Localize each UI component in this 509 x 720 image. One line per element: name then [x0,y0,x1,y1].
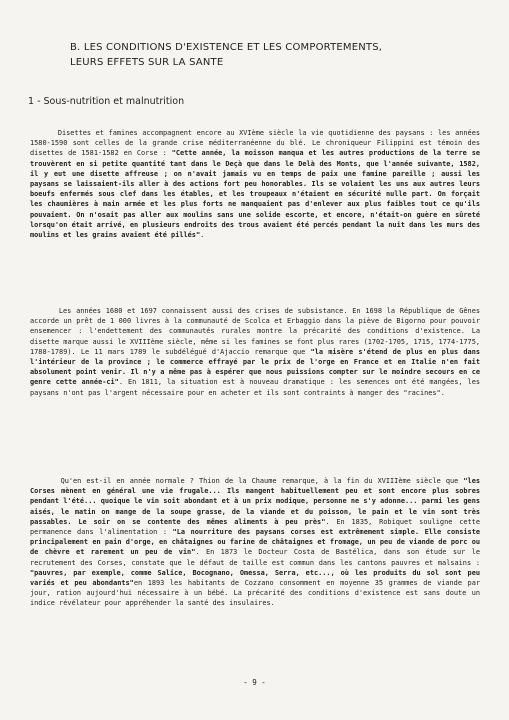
paragraph-text: . En 1811, la situation est à nouveau dramatique : les semences ont été mangées, les paysans n'ont pas l'argent nécessaire pour en acheter et ils sont contraints à manger des "racines". [30,378,480,397]
paragraph-text: . En 1835, Robiquet souligne cette permanence dans l'alimentation : [30,517,480,537]
page-number: - 9 - [243,678,266,687]
filippini-quote: "Cette année, la moisson manqua et les autres productions de la terre se trouvèrent en si petite quantité tant dans le Deçà que dans le Delà des Monts, que l'année suivante, 1582, il y eut une disette affreuse ; on n'avait jamais vu en temps de paix une famine pareille ; aussi les paysans se laissaient-ils aller à des actions fort peu honorables. Ils se volaient les uns aux autres leurs boeufs enfermés sous clef dans les étables, et les troupeaux n'étaient en sécurité nulle part. On forçait les chaumières à main armée et les plus forts ne manquaient pas d'enlever aux plus faibles tout ce qu'ils pouvaient. On n'osait pas aller aux moulins sans une solide escorte, et encore, n'était-on guère en sûreté lorsqu'on était arrivé, en plusieurs endroits des trous avaient été percés pendant la nuit dans les murs des moulins et les grains avaient été pillés" [30,149,480,240]
costa-quote: "pauvres, par exemple, comme Salice, Bocognano, Omessa, Serra, etc..., où les produits du sol sont peu variés et peu abondants" [30,568,480,588]
paragraph-text: Les années 1680 et 1697 connaissent aussi des crises de subsistance. En 1698 la République de Gênes accorde un prêt de 1 000 livres à la communauté de Scolca et Erbaggio dans la piève de Bigorno pour pouvoir ensemencer : l'endettement des communautés rurales montre la précarité des conditions d'existence. La disette marque aussi le XVIIIème siècle, même si les famines se font plus rares (1702-1705, 1715, 1774-1775, 1788-1789). Le 11 mars 1789 le subdélégué d'Ajaccio remarque que [30,307,480,356]
section-heading [70,40,450,70]
paragraph-subsistence-crises [30,306,480,398]
paragraph-normal-years [30,476,480,609]
paragraph-text: en 1893 les habitants de Cozzano consomment en moyenne 35 grammes de viande par jour, ration aujourd'hui nécessaire à un bébé. La précarité des conditions d'existence est sans doute un indice révélateur pour appréhender la santé des insulaires. [30,579,480,608]
paragraph-text: Disettes et famines accompagnent encore au XVIème siècle la vie quotidienne des paysans : les années 1580-1590 sont celles de la grande crise méditerranéenne du blé. Le chroniqueur Filippini est témoin des disettes de 1581-1582 en Corse : [30,129,480,158]
section-heading-line-2: LEURS EFFETS SUR LA SANTE [70,57,224,68]
subsection-heading: 1 - Sous-nutrition et malnutrition [28,96,185,107]
paragraph-famines-16th-century [30,128,480,240]
robiquet-quote: "La nourriture des paysans corses est extrêmement simple. Elle consiste principalement en pain d'orge, en châtaignes ou farine de châtaignes et fromage, un peu de viande de porc ou de chèvre et rarement un peu de vin" [30,528,480,557]
thion-quote: "les Corses mènent en général une vie frugale... Ils mangent habituellement peu et sont encore plus sobres pendant l'été... quoique le vin soit abondant et à un prix modique, personne ne s'y adonne... parmi les gens aisés, le matin on mange de la soupe grasse, de la viande et du poisson, le pain et le vin sont très passables. Le soir on se contente des mêmes aliments à peu près" [30,477,480,526]
subdelegate-quote: "la misère s'étend de plus en plus dans l'intérieur de la province ; le commerce effrayé par le prix de l'orge en France et en Italie n'en fait absolument point venir. Il n'y a même pas à espérer que nous puissions compter sur le moindre secours en ce genre cette année-ci" [30,347,481,387]
paragraph-text: . En 1873 le Docteur Costa de Bastélica, dans son étude sur le recrutement des Corses, constate que le défaut de taille est commun dans les cantons pauvres et malsains : [30,548,480,567]
paragraph-text: . [200,231,205,240]
section-heading-line-1: B. LES CONDITIONS D'EXISTENCE ET LES COMPORTEMENTS, [70,42,383,53]
paragraph-text: Qu'en est-il en année normale ? Thion de la Chaume remarque, à la fin du XVIIIème siècle que [60,477,464,485]
